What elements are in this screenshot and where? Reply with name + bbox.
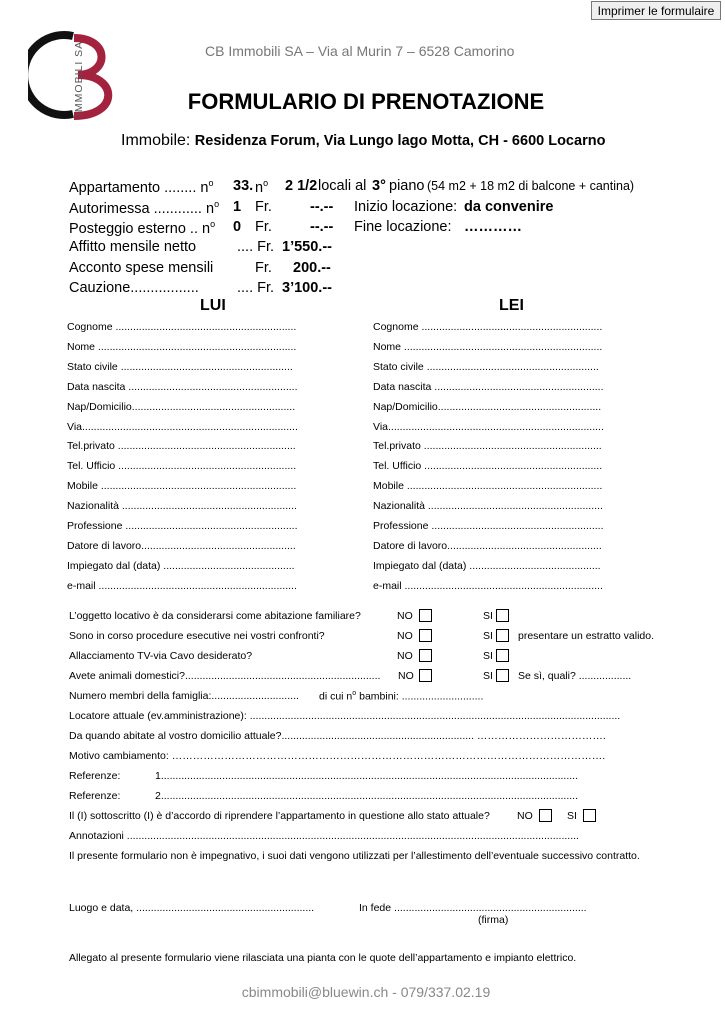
- q4-si-label: SI: [483, 670, 493, 682]
- lui-field-7[interactable]: Tel. Ufficio .............................................................: [67, 460, 297, 473]
- lui-field-1[interactable]: Nome ....................................................................: [67, 340, 297, 353]
- attachment-note: Allegato al presente formulario viene rilasciata una pianta con le quote dell’appartamento e impianto elettrico.: [69, 952, 577, 964]
- q3-no-checkbox[interactable]: [419, 649, 432, 662]
- question-tv-cable: Allacciamento TV-via Cavo desiderato?: [69, 650, 253, 662]
- lui-field-2[interactable]: Stato civile ...........................................................: [67, 360, 293, 373]
- lui-field-12[interactable]: Impiegato dal (data) .............................................: [67, 559, 295, 572]
- rent-value: 1’550.--: [282, 239, 332, 255]
- deposit-fr: Fr.: [255, 260, 272, 276]
- property-line: Immobile: Residenza Forum, Via Lungo lago Motta, CH - 6600 Locarno: [121, 132, 606, 149]
- bail-fr: .... Fr.: [237, 280, 275, 296]
- current-landlord-field[interactable]: Locatore attuale (ev.amministrazione): ...............................................................................................................................: [69, 710, 621, 722]
- q1-si-checkbox[interactable]: [496, 609, 509, 622]
- lui-field-11[interactable]: Datore di lavoro.....................................................: [67, 539, 296, 552]
- end-label: Fine locazione:: [354, 219, 452, 235]
- q3-no-label: NO: [397, 650, 413, 662]
- lui-header: LUI: [200, 297, 226, 314]
- takeover-si-label: SI: [567, 810, 577, 822]
- question-family-home: L’oggetto locativo è da considerarsi come abitazione familiare?: [69, 610, 361, 622]
- references-label-2: Referenze:: [69, 790, 121, 802]
- q2-no-label: NO: [397, 630, 413, 642]
- takeover-no-label: NO: [517, 810, 533, 822]
- references-label: Referenze:: [69, 770, 121, 782]
- lui-field-10[interactable]: Professione ...........................................................: [67, 520, 298, 532]
- lei-field-12[interactable]: Impiegato dal (data) .............................................: [373, 559, 601, 572]
- lei-field-0[interactable]: Cognome ..............................................................: [373, 321, 603, 333]
- lui-field-9[interactable]: Nazionalità ............................................................: [67, 500, 297, 513]
- reference-1-field[interactable]: 1...............................................................................................................................................: [155, 770, 579, 782]
- disclaimer: Il presente formulario non è impegnativo, i suoi dati vengono utilizzati per l’allestimento dell’eventuale successivo contratto.: [69, 850, 640, 862]
- signature-field[interactable]: In fede ..................................................................: [359, 902, 587, 914]
- lei-field-11[interactable]: Datore di lavoro.....................................................: [373, 539, 602, 552]
- lui-field-8[interactable]: Mobile ...................................................................: [67, 480, 297, 493]
- lei-field-6[interactable]: Tel.privato .............................................................: [373, 440, 602, 453]
- lei-field-4[interactable]: Nap/Domicilio........................................................: [373, 400, 602, 413]
- lui-field-13[interactable]: e-mail ....................................................................: [67, 579, 297, 592]
- apartment-n-label: $n^o$: [255, 178, 269, 196]
- q2-no-checkbox[interactable]: [419, 629, 432, 642]
- apartment-number: 33.: [233, 178, 254, 194]
- place-date-field[interactable]: Luogo e data, .............................................................: [69, 902, 315, 914]
- lei-header: LEI: [499, 297, 524, 314]
- rent-fr: .... Fr.: [237, 239, 275, 255]
- company-line: CB Immobili SA – Via al Murin 7 – 6528 Camorino: [205, 43, 515, 59]
- q2-note: presentare un estratto valido.: [518, 630, 654, 642]
- q1-no-checkbox[interactable]: [419, 609, 432, 622]
- q1-no-label: NO: [397, 610, 413, 622]
- question-pets: Avete animali domestici?...................................................................: [69, 670, 381, 682]
- reason-field[interactable]: Motivo cambiamento: …………………………………………………………………………………………………………….: [69, 750, 606, 762]
- apartment-label: Appartamento ........ $n^o$: [69, 178, 214, 196]
- deposit-value: 200.--: [293, 260, 331, 276]
- reference-2-field[interactable]: 2...............................................................................................................................................: [155, 790, 579, 802]
- q3-si-checkbox[interactable]: [496, 649, 509, 662]
- lei-field-10[interactable]: Professione ...........................................................: [373, 520, 604, 532]
- print-form-button[interactable]: Imprimer le formulaire: [591, 1, 721, 20]
- garage-fr: Fr.: [255, 199, 272, 215]
- ext-parking-fr: Fr.: [255, 219, 272, 235]
- lei-field-3[interactable]: Data nascita ..........................................................: [373, 380, 604, 393]
- lei-field-7[interactable]: Tel. Ufficio .............................................................: [373, 460, 603, 473]
- question-enforcement: Sono in corso procedure esecutive nei vostri confronti?: [69, 630, 325, 642]
- lei-field-2[interactable]: Stato civile ...........................................................: [373, 360, 599, 373]
- apartment-floor: 3°: [372, 178, 386, 194]
- deposit-label: Acconto spese mensili: [69, 260, 214, 276]
- signature-caption: (firma): [478, 914, 509, 926]
- footer-contact: cbimmobili@bluewin.ch - 079/337.02.19: [241, 984, 491, 1000]
- q4-si-checkbox[interactable]: [496, 669, 509, 682]
- ext-parking-number: 0: [233, 219, 242, 235]
- lui-field-3[interactable]: Data nascita ..........................................................: [67, 380, 298, 393]
- lei-field-5[interactable]: Via..........................................................................: [373, 420, 604, 433]
- lui-field-5[interactable]: Via..........................................................................: [67, 420, 298, 433]
- bail-value: 3’100.--: [282, 280, 332, 296]
- apartment-locali: locali al: [318, 178, 367, 194]
- ext-parking-label: Posteggio esterno .. $n^o$: [69, 219, 216, 237]
- rent-label: Affitto mensile netto: [69, 239, 197, 255]
- garage-price: --.--: [310, 199, 334, 215]
- garage-label: Autorimessa ............ $n^o$: [69, 199, 220, 217]
- q3-si-label: SI: [483, 650, 493, 662]
- q4-no-checkbox[interactable]: [419, 669, 432, 682]
- lei-field-9[interactable]: Nazionalità ............................................................: [373, 500, 603, 513]
- residence-since-field[interactable]: Da quando abitate al vostro domicilio attuale?.................................................................. ……………………………….: [69, 730, 606, 742]
- end-value: …………: [464, 219, 522, 235]
- apartment-rooms: 2 1/2: [285, 178, 318, 194]
- lui-field-6[interactable]: Tel.privato .............................................................: [67, 440, 296, 453]
- lei-field-8[interactable]: Mobile ...................................................................: [373, 480, 603, 493]
- logo-text: IMMOBILI SA: [73, 40, 85, 116]
- takeover-no-checkbox[interactable]: [539, 809, 552, 822]
- start-label: Inizio locazione:: [354, 199, 458, 215]
- apartment-piano: piano: [389, 178, 425, 194]
- question-takeover: Il (I) sottoscritto (I) è d’accordo di riprendere l’appartamento in questione allo stato attuale?: [69, 810, 490, 822]
- children-field[interactable]: di cui $n^o$ bambini: ............................: [319, 690, 484, 703]
- q4-no-label: NO: [398, 670, 414, 682]
- garage-number: 1: [233, 199, 242, 215]
- lei-field-13[interactable]: e-mail ....................................................................: [373, 579, 603, 592]
- q2-si-checkbox[interactable]: [496, 629, 509, 642]
- q1-si-label: SI: [483, 610, 493, 622]
- apartment-note: (54 m2 + 18 m2 di balcone + cantina): [427, 179, 635, 193]
- lui-field-0[interactable]: Cognome ..............................................................: [67, 321, 297, 333]
- lei-field-1[interactable]: Nome ....................................................................: [373, 340, 603, 353]
- lui-field-4[interactable]: Nap/Domicilio........................................................: [67, 400, 296, 413]
- notes-field[interactable]: Annotazioni ...........................................................................................................................................................: [69, 830, 579, 842]
- q2-si-label: SI: [483, 630, 493, 642]
- bail-label: Cauzione.................: [69, 280, 199, 296]
- start-value: da convenire: [464, 199, 554, 215]
- takeover-si-checkbox[interactable]: [583, 809, 596, 822]
- q4-note: Se sì, quali? ..................: [518, 670, 632, 682]
- ext-parking-price: --.--: [310, 219, 334, 235]
- form-title: FORMULARIO DI PRENOTAZIONE: [187, 89, 545, 114]
- family-members-field[interactable]: Numero membri della famiglia:..............................: [69, 690, 299, 702]
